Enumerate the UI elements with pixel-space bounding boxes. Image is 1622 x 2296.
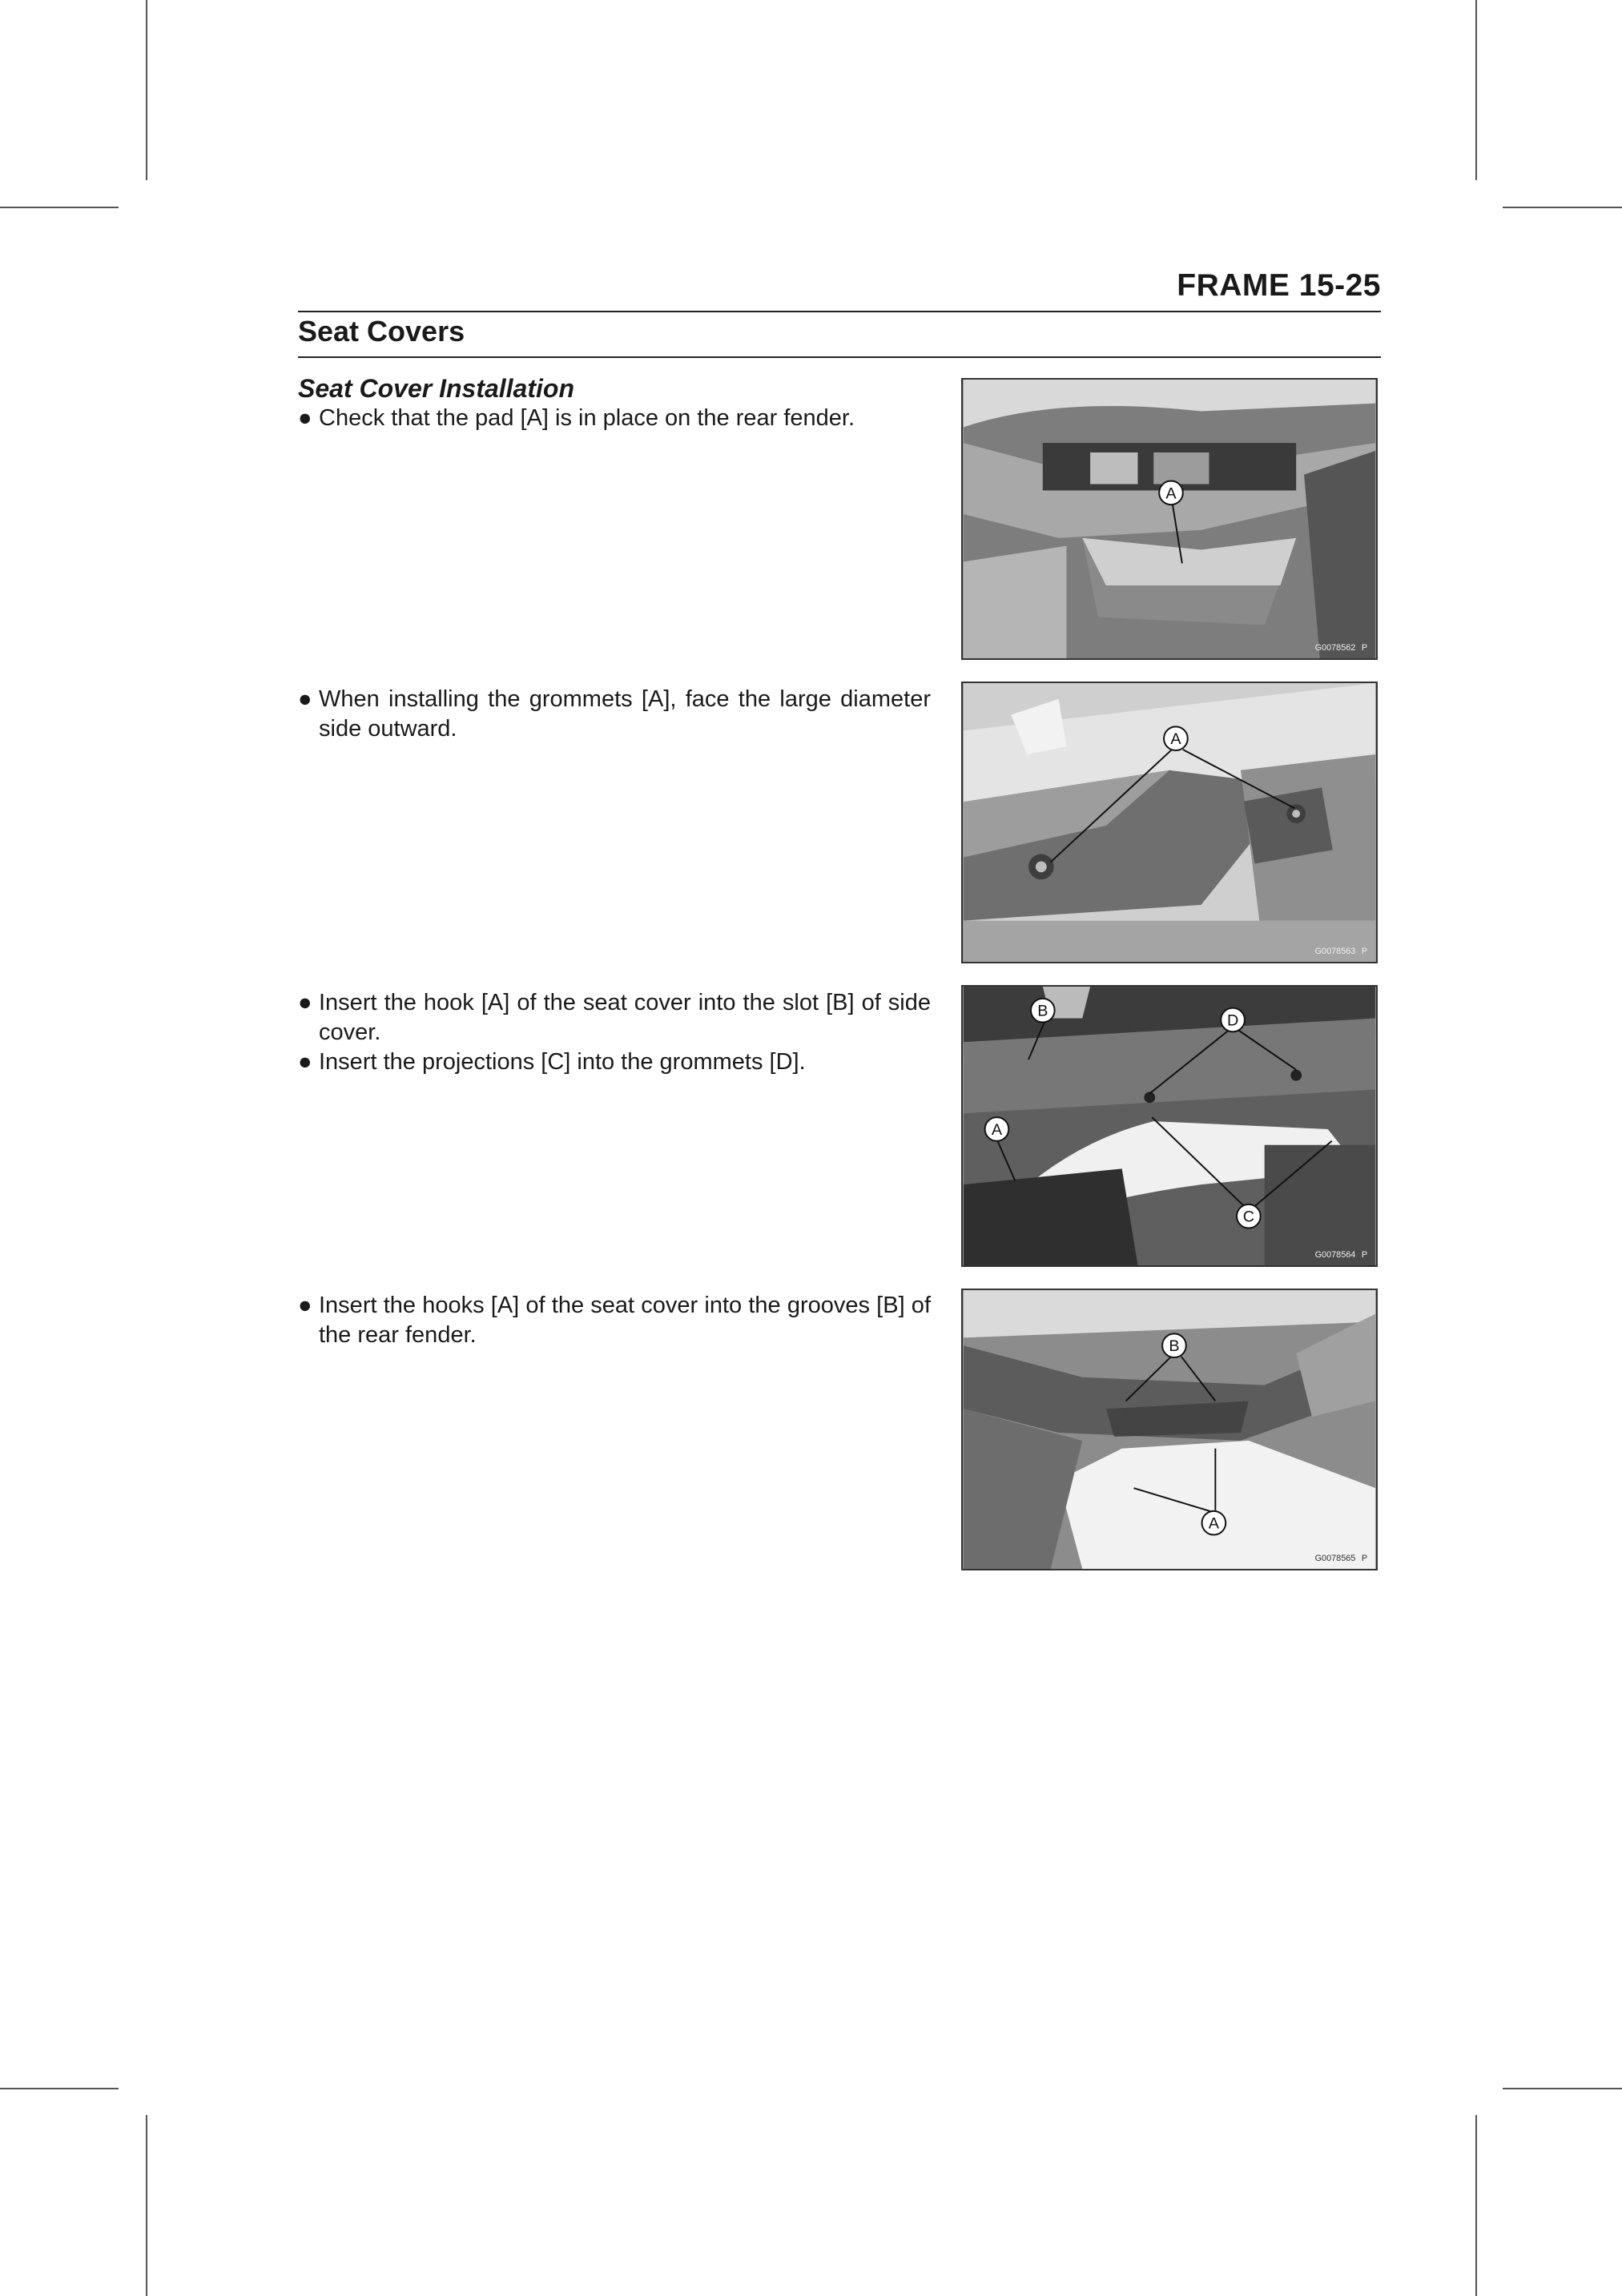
figure-grommets <box>961 682 1378 963</box>
crop-mark <box>1503 2088 1622 2089</box>
callout-label: A <box>1165 485 1177 503</box>
figure-code: G0078563 <box>1314 947 1356 957</box>
bullet-item <box>298 404 931 433</box>
step-3-text <box>298 988 931 1077</box>
bullet-item <box>298 685 931 744</box>
step-4-text <box>298 1291 931 1350</box>
subsection-title: Seat Cover Installation <box>298 374 574 403</box>
page-title: FRAME 15-25 <box>1177 268 1381 303</box>
bullet-item <box>298 988 931 1047</box>
callout-label: D <box>1226 1011 1239 1030</box>
bullet-icon: ● <box>298 405 312 431</box>
callout-label: B <box>1037 1002 1048 1020</box>
figure-code-suffix: P <box>1361 1554 1368 1564</box>
bullet-icon: ● <box>298 686 312 712</box>
callout-label: C <box>1242 1208 1255 1226</box>
callout-label: A <box>991 1120 1003 1139</box>
bullet-text: Insert the projections [C] into the grommets [D]. <box>319 1049 806 1075</box>
photo-hook-slot <box>963 987 1376 1265</box>
photo-rear-fender-pad <box>963 380 1376 658</box>
callout-label: A <box>1170 730 1181 749</box>
crop-mark <box>146 0 147 180</box>
bullet-icon: ● <box>298 1293 312 1318</box>
section-rule <box>298 356 1381 358</box>
header-rule <box>298 311 1381 312</box>
callout-label: B <box>1169 1337 1180 1356</box>
figure-code-suffix: P <box>1361 947 1368 957</box>
bullet-text: Insert the hooks [A] of the seat cover into the grooves [B] of the rear fender. <box>319 1293 931 1348</box>
figure-hook-slot <box>961 985 1378 1267</box>
photo-hooks-grooves <box>963 1290 1376 1569</box>
figure-code-suffix: P <box>1361 1250 1368 1261</box>
bullet-text: Check that the pad [A] is in place on the rear fender. <box>319 405 855 431</box>
bullet-item <box>298 1291 931 1350</box>
bullet-item <box>298 1047 931 1077</box>
callout-label: A <box>1208 1514 1219 1533</box>
figure-code: G0078565 <box>1314 1554 1356 1564</box>
figure-code-suffix: P <box>1361 643 1368 653</box>
figure-pad <box>961 378 1378 660</box>
crop-mark <box>146 2115 147 2296</box>
photo-grommets <box>963 683 1376 962</box>
crop-mark <box>1475 2115 1477 2296</box>
section-title: Seat Covers <box>298 315 465 348</box>
figure-code: G0078562 <box>1314 643 1356 653</box>
step-2-text <box>298 685 931 744</box>
bullet-icon: ● <box>298 990 312 1015</box>
crop-mark <box>0 2088 119 2089</box>
bullet-text: When installing the grommets [A], face the large diameter side outward. <box>319 686 931 742</box>
figure-code: G0078564 <box>1314 1250 1356 1261</box>
crop-mark <box>0 207 119 208</box>
figure-hooks-grooves <box>961 1289 1378 1570</box>
bullet-text: Insert the hook [A] of the seat cover into the slot [B] of side cover. <box>319 990 931 1045</box>
bullet-icon: ● <box>298 1049 312 1075</box>
crop-mark <box>1475 0 1477 180</box>
step-1-text <box>298 404 931 433</box>
crop-mark <box>1503 207 1622 208</box>
